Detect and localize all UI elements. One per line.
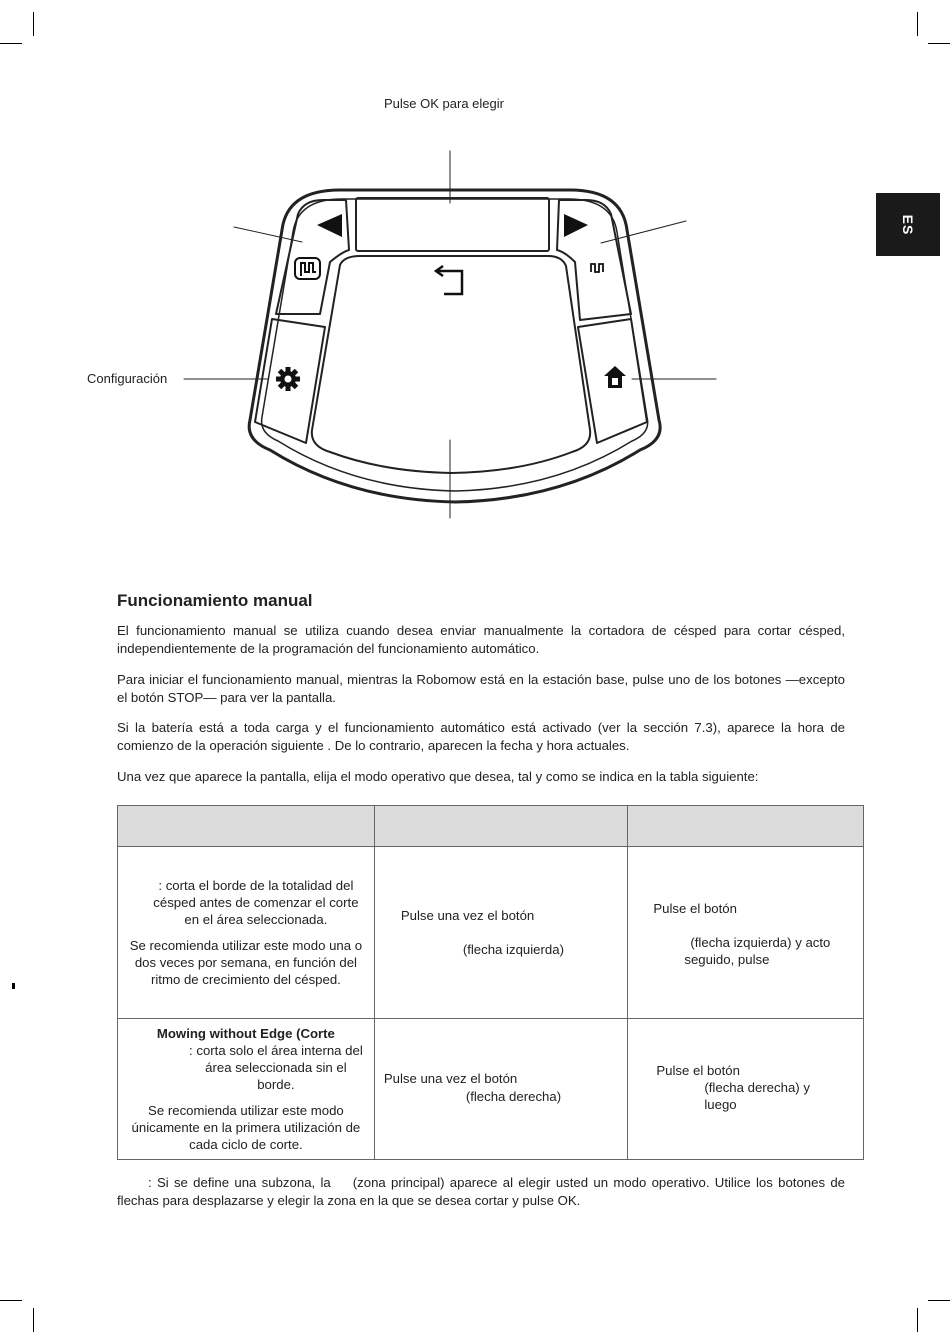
figure-top-label: Pulse OK para elegir xyxy=(384,96,504,111)
crop-mark xyxy=(0,1300,22,1301)
table-header-cell xyxy=(118,806,375,847)
crop-mark xyxy=(33,1308,34,1332)
left-arrow-icon xyxy=(317,214,342,237)
figure-left-label: Configuración xyxy=(87,371,168,386)
modes-table xyxy=(117,805,864,1160)
double-press-then: luego xyxy=(704,1097,737,1112)
crop-mark xyxy=(928,1300,950,1301)
double-press-text: Pulse el botón xyxy=(656,1063,740,1078)
single-press-cell xyxy=(374,1019,628,1160)
home-icon xyxy=(604,366,626,388)
intro-paragraph: El funcionamiento manual se utiliza cuando desea enviar manualmente la cortadora de césped para cortar césped, independientemente de la programación del funcionamiento automático. xyxy=(117,623,845,656)
enter-icon xyxy=(436,266,462,294)
no-edge-mode-icon xyxy=(591,264,603,272)
mode-cell xyxy=(118,1019,375,1160)
table-row xyxy=(118,1019,864,1160)
table-row xyxy=(118,847,864,1019)
double-press-text: Pulse el botón xyxy=(653,901,737,916)
start-paragraph: Para iniciar el funcionamiento manual, mientras la Robomow está en la estación base, pulse uno de los botones —excepto el botón STOP— para ver la pantalla. xyxy=(117,672,845,705)
double-press-then: seguido, pulse xyxy=(684,952,770,967)
table-header-cell xyxy=(628,806,864,847)
mode-description: : corta el borde de la totalidad del césped antes de comenzar el corte en el área seleccionada. xyxy=(153,878,359,927)
note-part-2: (zona principal) aparece al elegir usted un modo operativo. Utilice los botones de flechas para desplazarse y elegir la zona en la que se desea cortar y pulse OK. xyxy=(117,1175,846,1208)
single-press-key: (flecha izquierda) xyxy=(462,942,564,957)
mode-recommendation: Se recomienda utilizar este modo únicamente en la primera utilización de cada ciclo de corte. xyxy=(131,1103,361,1152)
section-title: Funcionamiento manual xyxy=(117,591,313,610)
single-press-cell xyxy=(374,847,628,1019)
single-press-key: (flecha derecha) xyxy=(465,1089,562,1104)
gear-icon xyxy=(276,367,300,391)
mode-title: Mowing without Edge (Corte xyxy=(156,1026,335,1041)
single-press-text: Pulse una vez el botón xyxy=(383,1071,518,1086)
mode-cell xyxy=(118,847,375,1019)
double-press-key: (flecha izquierda) y acto xyxy=(690,935,831,950)
single-press-text: Pulse una vez el botón xyxy=(400,908,535,923)
mode-recommendation: Se recomienda utilizar este modo una o dos veces por semana, en función del ritmo de crecimiento del césped. xyxy=(129,938,363,987)
binding-mark xyxy=(12,983,15,989)
note-paragraph xyxy=(117,1174,845,1209)
note-part-1: : Si se define una subzona, la xyxy=(148,1175,331,1190)
crop-mark xyxy=(917,1308,918,1332)
table-header-row xyxy=(118,806,864,847)
language-tab-label: ES xyxy=(900,214,916,235)
battery-paragraph: Si la batería está a toda carga y el funcionamiento automático está activado (ver la sección 7.3), aparece la hora de comienzo de la operación siguiente . De lo contrario, aparecen la fecha y hora actuales. xyxy=(117,720,845,753)
table-header-cell xyxy=(374,806,628,847)
right-arrow-icon xyxy=(564,214,588,237)
double-press-cell xyxy=(628,1019,864,1160)
double-press-key: (flecha derecha) y xyxy=(704,1080,810,1095)
mode-description: : corta solo el área interna del área seleccionada sin el borde. xyxy=(189,1043,363,1092)
control-panel-illustration xyxy=(0,0,950,560)
edge-mode-icon xyxy=(295,258,320,279)
double-press-cell xyxy=(628,847,864,1019)
table-intro-paragraph: Una vez que aparece la pantalla, elija el modo operativo que desea, tal y como se indica en la tabla siguiente: xyxy=(117,769,759,784)
